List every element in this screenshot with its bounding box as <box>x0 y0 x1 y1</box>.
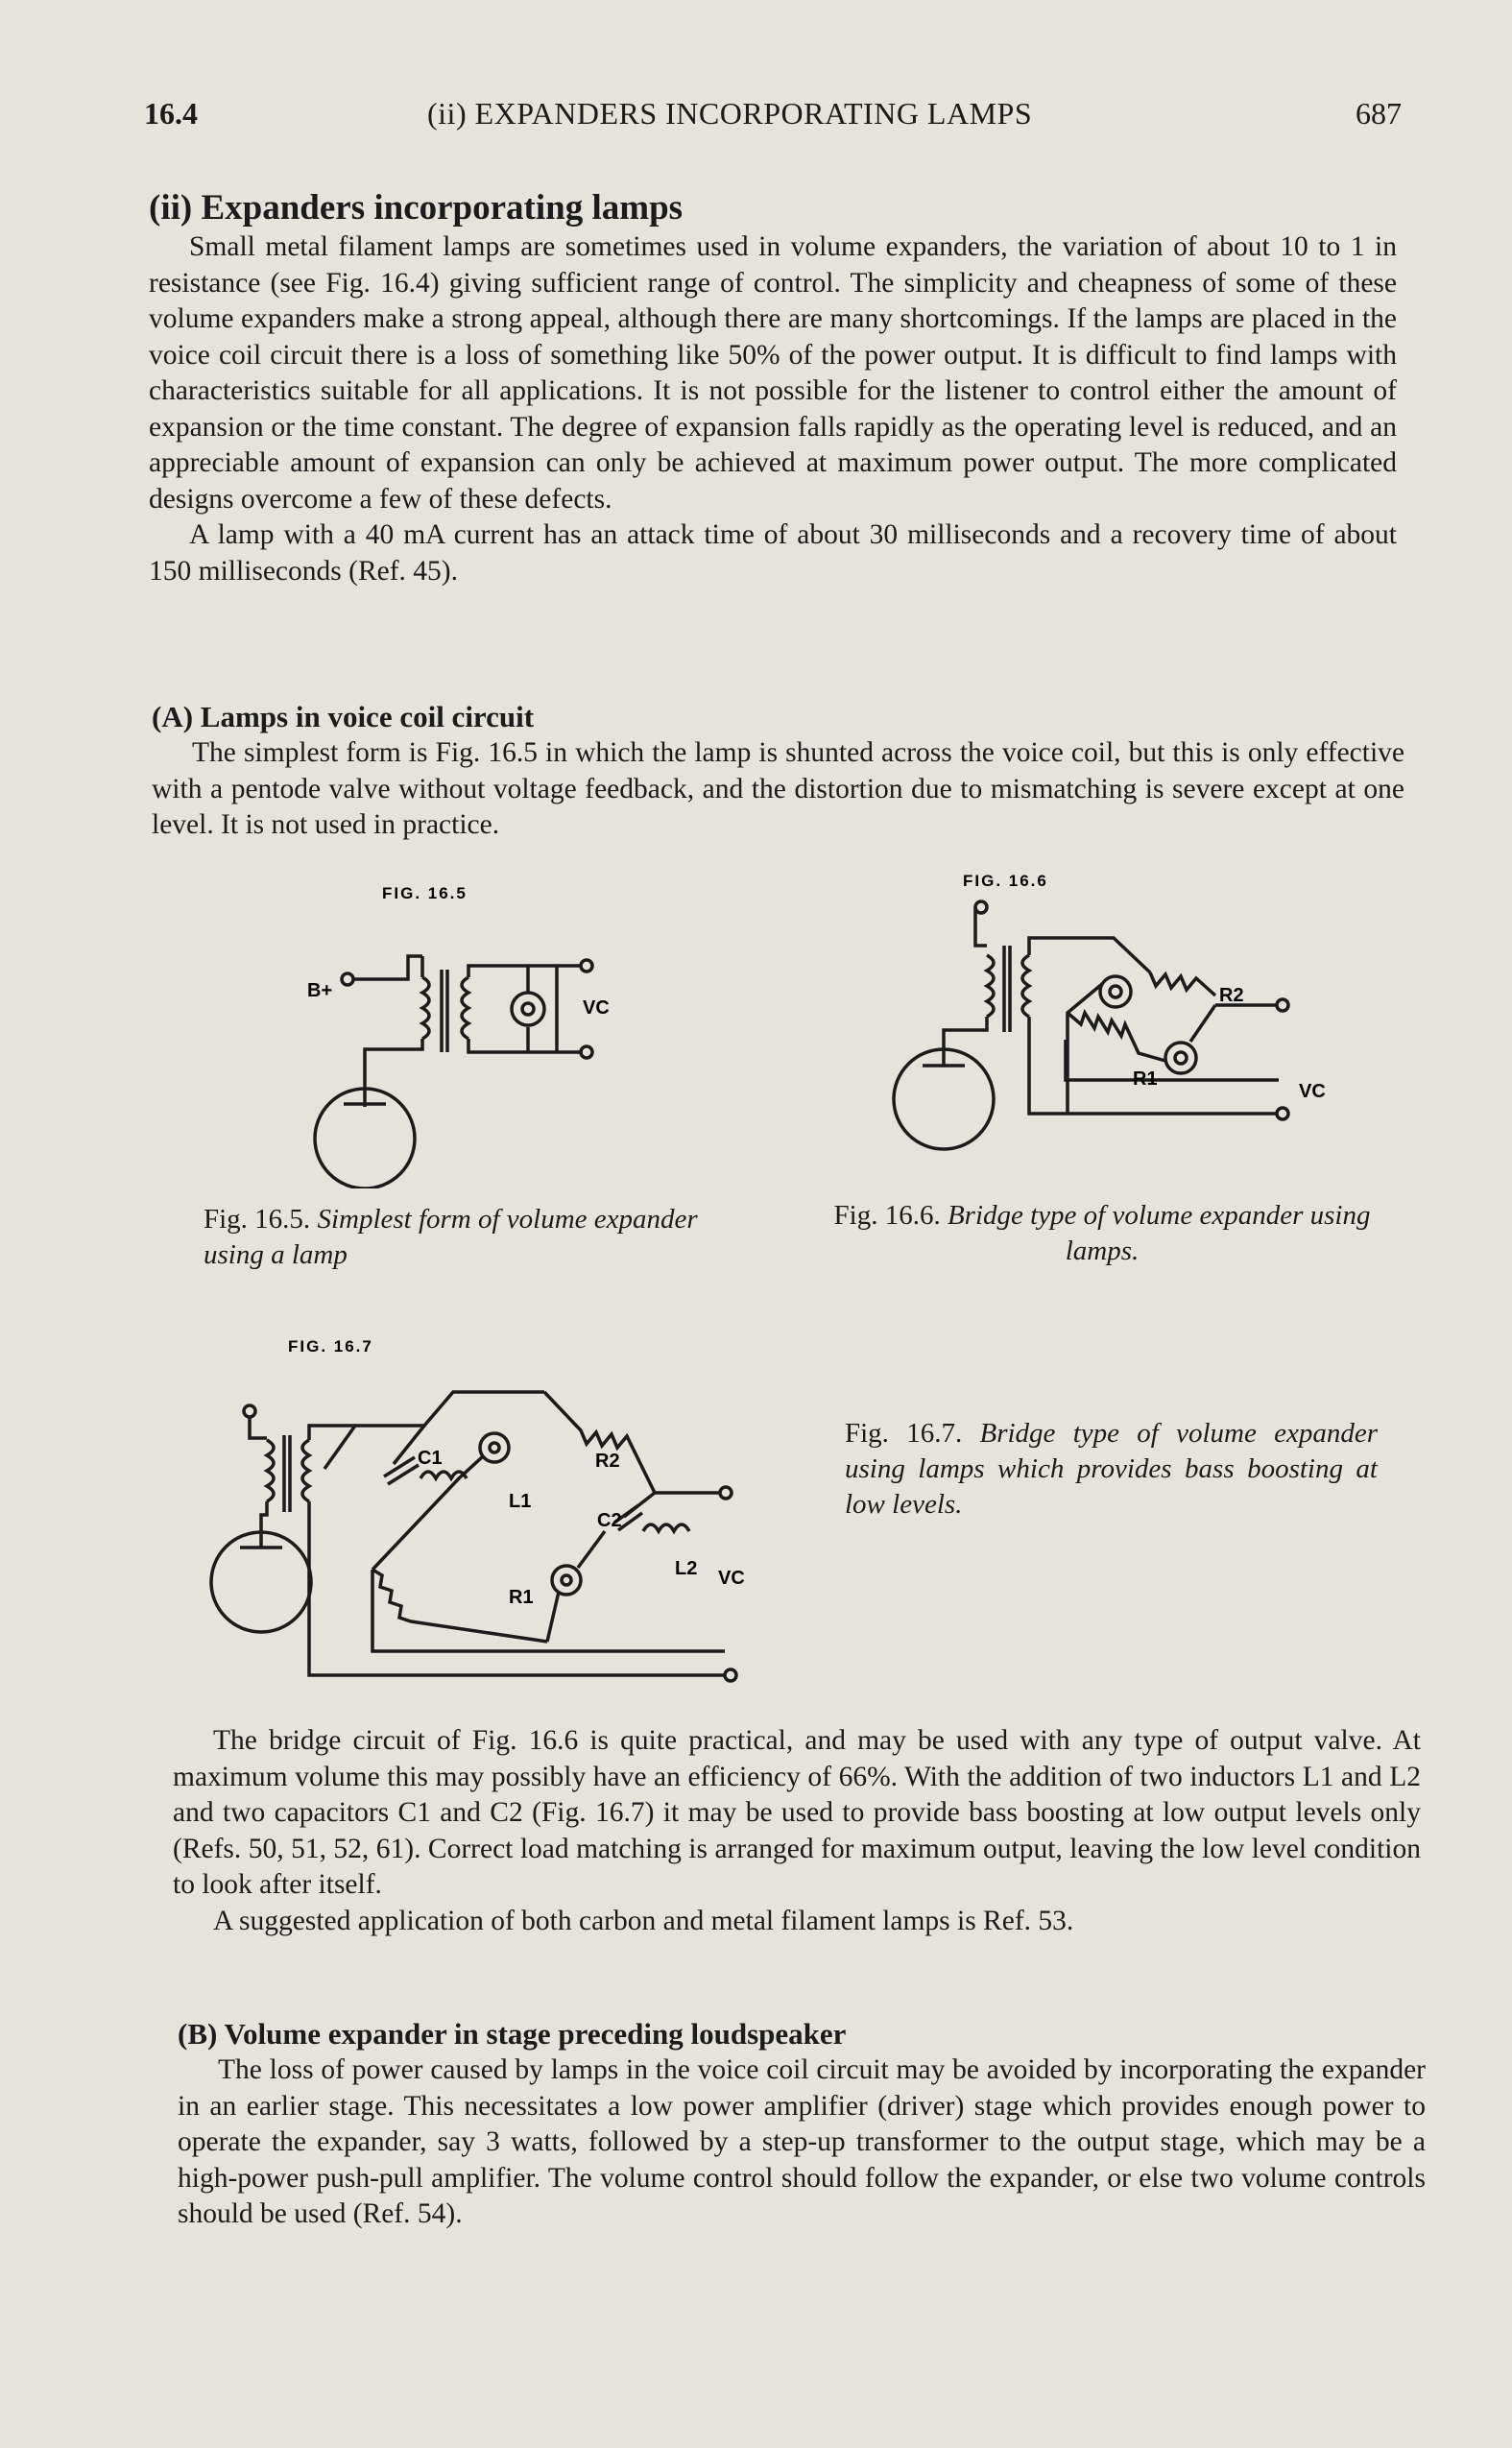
fig167-caption <box>845 1416 1378 1523</box>
section-b <box>178 2016 1426 2233</box>
header-page-number: 687 <box>1356 96 1402 131</box>
fig165-caption-text: Simplest form of volume expander using a lamp <box>204 1204 698 1270</box>
fig166-r2: R2 <box>1219 985 1244 1006</box>
section-ii-para2: A lamp with a 40 mA current has an attack time of about 30 milliseconds and a recovery time of about 150 milliseconds (Ref. 45). <box>149 519 1397 587</box>
header-running-title: (ii) EXPANDERS INCORPORATING LAMPS <box>427 96 1033 131</box>
fig166-r1: R1 <box>1133 1068 1158 1090</box>
section-b-heading: (B) Volume expander in stage preceding loudspeaker <box>178 2017 847 2051</box>
fig167-vc: VC <box>718 1568 745 1589</box>
fig167-c1: C1 <box>418 1448 443 1469</box>
fig167-l2: L2 <box>675 1558 698 1579</box>
fig167-r2: R2 <box>595 1451 620 1472</box>
body2-para1: The bridge circuit of Fig. 16.6 is quite practical, and may be used with any type of output valve. At maximum volume this may possibly have an efficiency of 66%. With the addition of two inductors L1 and L2 and two capacitors C1 and C2 (Fig. 16.7) it may be used to provide bass boosting at low output levels only (Refs. 50, 51, 52, 61). Correct load matching is arranged for maximum output, leaving the low level condition to look after itself. <box>173 1725 1421 1900</box>
fig167-schematic <box>211 1392 736 1681</box>
section-b-para1: The loss of power caused by lamps in the voice coil circuit may be avoided by incorporating the expander in an earlier stage. This necessitates a low power amplifier (driver) stage which provides enough power to operate the expander, say 3 watts, followed by a step-up transformer to the output stage, which may be a high-power push-pull amplifier. The volume control should follow the expander, or else two volume controls should be used (Ref. 54). <box>178 2054 1426 2229</box>
section-a-heading: (A) Lamps in voice coil circuit <box>152 700 535 733</box>
fig167-l1: L1 <box>509 1491 532 1512</box>
fig167-c2: C2 <box>597 1510 622 1531</box>
fig166-label: FIG. 16.6 <box>963 872 1048 890</box>
fig167-label: FIG. 16.7 <box>288 1337 373 1356</box>
fig165-bplus: B+ <box>307 980 333 1001</box>
fig165-caption-number: Fig. 16.5. <box>204 1204 311 1235</box>
section-ii-heading: (ii) Expanders incorporating lamps <box>149 188 684 228</box>
fig165-vc: VC <box>583 997 610 1019</box>
fig165-label: FIG. 16.5 <box>382 884 468 902</box>
fig166-schematic <box>894 901 1288 1149</box>
header-section-number: 16.4 <box>144 96 198 131</box>
running-header <box>144 96 1402 144</box>
section-a <box>152 699 1404 844</box>
section-ii-para1: Small metal filament lamps are sometimes used in volume expanders, the variation of about 10 to 1 in resistance (see Fig. 16.4) giving sufficient range of control. The simplicity and cheapness of some of these volume expanders make a strong appeal, although there are many shortcomings. If the lamps are placed in the voice coil circuit there is a loss of something like 50% of the power output. It is difficult to find lamps with characteristics suitable for all applications. It is not possible for the listener to control either the amount of expansion or the time constant. The degree of expansion falls rapidly as the operating level is reduced, and an appreciable amount of expansion can only be achieved at maximum power output. The more complicated designs overcome a few of these defects. <box>149 231 1397 515</box>
fig166-caption-text: Bridge type of volume expander using lamps. <box>947 1200 1371 1266</box>
section-a-para1: The simplest form is Fig. 16.5 in which the lamp is shunted across the voice coil, but this is only effective with a pentode valve without voltage feedback, and the distortion due to mismatching is severe except at one level. It is not used in practice. <box>152 737 1404 840</box>
fig166-vc: VC <box>1299 1081 1326 1102</box>
fig165-caption <box>204 1202 741 1273</box>
body-after-figures <box>173 1723 1421 1939</box>
section-ii <box>149 187 1397 589</box>
figure-16-5 <box>307 881 624 1188</box>
body2-para2: A suggested application of both carbon and metal filament lamps is Ref. 53. <box>213 1905 1074 1936</box>
fig167-caption-number: Fig. 16.7. <box>845 1418 963 1449</box>
fig166-caption-number: Fig. 16.6. <box>833 1200 941 1231</box>
figure-16-7 <box>202 1334 797 1709</box>
fig167-caption-text: Bridge type of volume expander using lamps which provides bass boosting at low levels. <box>845 1418 1379 1520</box>
fig165-schematic <box>315 956 592 1188</box>
fig167-r1: R1 <box>509 1587 534 1608</box>
figure-16-6 <box>862 869 1361 1176</box>
fig166-caption <box>833 1198 1371 1269</box>
